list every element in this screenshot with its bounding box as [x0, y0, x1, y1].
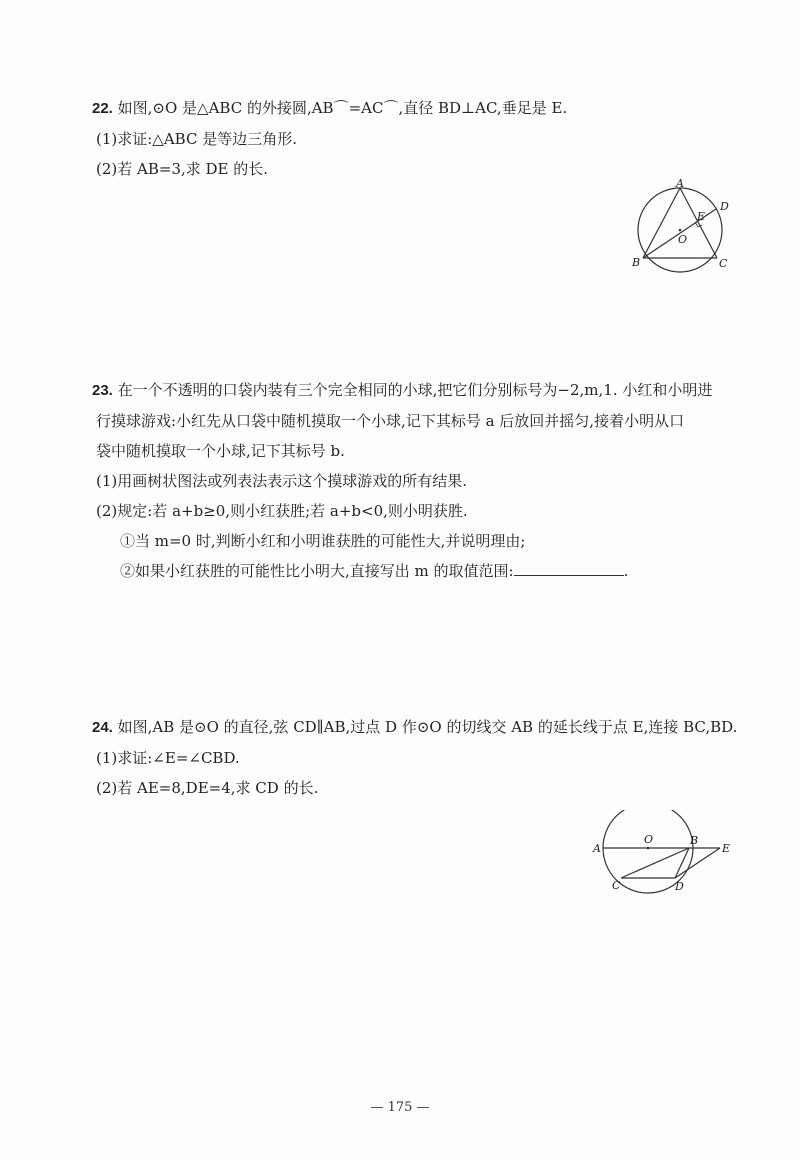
- problem-24: [92, 712, 738, 803]
- label-c: C: [612, 879, 621, 892]
- label-d: D: [675, 880, 684, 893]
- problem-23-part-2-2: [92, 556, 732, 586]
- problem-22-part-2: (2)若 AB=3,求 DE 的长.: [96, 160, 269, 178]
- problem-number: 23.: [92, 382, 113, 399]
- label-a: A: [676, 178, 684, 190]
- problem-23-part-1: (1)用画树状图法或列表法表示这个摸球游戏的所有结果.: [96, 472, 468, 490]
- problem-24-figure: [588, 810, 738, 904]
- problem-text: ②如果小红获胜的可能性比小明大,直接写出 m 的取值范围:: [120, 562, 514, 580]
- blank-end: .: [623, 562, 629, 580]
- problem-text: 如图,⊙O 是△ABC 的外接圆,AB⌒=AC⌒,直径 BD⊥AC,垂足是 E.: [117, 99, 568, 117]
- answer-blank[interactable]: [514, 561, 624, 576]
- problem-23-stem-line-2: 行摸球游戏:小红先从口袋中随机摸取一个小球,记下其标号 a 后放回并摇匀,接着小明从口: [96, 412, 685, 430]
- problem-24-part-1: (1)求证:∠E=∠CBD.: [96, 749, 240, 767]
- label-c: C: [719, 257, 728, 270]
- label-o: O: [678, 233, 688, 246]
- problem-24-part-2: (2)若 AE=8,DE=4,求 CD 的长.: [96, 779, 319, 797]
- center-point: [647, 847, 650, 850]
- problem-23-part-2: (2)规定:若 a+b≥0,则小红获胜;若 a+b<0,则小明获胜.: [96, 502, 468, 520]
- problem-22-figure: [622, 178, 742, 282]
- segment-ac: [680, 188, 717, 258]
- label-e: E: [697, 210, 706, 223]
- label-e: E: [722, 842, 731, 855]
- problem-23-stem-line-1: [92, 375, 732, 406]
- label-o: O: [644, 833, 654, 846]
- problem-text: 在一个不透明的口袋内装有三个完全相同的小球,把它们分别标号为−2,m,1. 小红和小明进: [117, 381, 713, 399]
- label-d: D: [720, 200, 729, 213]
- problem-24-stem: [92, 712, 738, 743]
- segment-ab: [643, 188, 680, 258]
- center-point: [679, 229, 682, 232]
- problem-22-part-1: (1)求证:△ABC 是等边三角形.: [96, 130, 297, 148]
- segment-bc: [621, 848, 689, 878]
- problem-22: [92, 93, 732, 184]
- page-number: — 175 —: [370, 1100, 430, 1115]
- label-b: B: [632, 256, 641, 269]
- problem-23: [92, 375, 732, 586]
- problem-text: 如图,AB 是⊙O 的直径,弦 CD∥AB,过点 D 作⊙O 的切线交 AB 的延长线于点 E,连接 BC,BD.: [117, 718, 738, 736]
- problem-23-part-2-1: ①当 m=0 时,判断小红和小明谁获胜的可能性大,并说明理由;: [120, 532, 526, 550]
- problem-22-stem: [92, 93, 732, 124]
- problem-23-stem-line-3: 袋中随机摸取一个小球,记下其标号 b.: [96, 442, 345, 460]
- label-b: B: [690, 834, 699, 847]
- problem-number: 22.: [92, 100, 113, 117]
- label-a: A: [593, 842, 601, 855]
- problem-number: 24.: [92, 719, 113, 736]
